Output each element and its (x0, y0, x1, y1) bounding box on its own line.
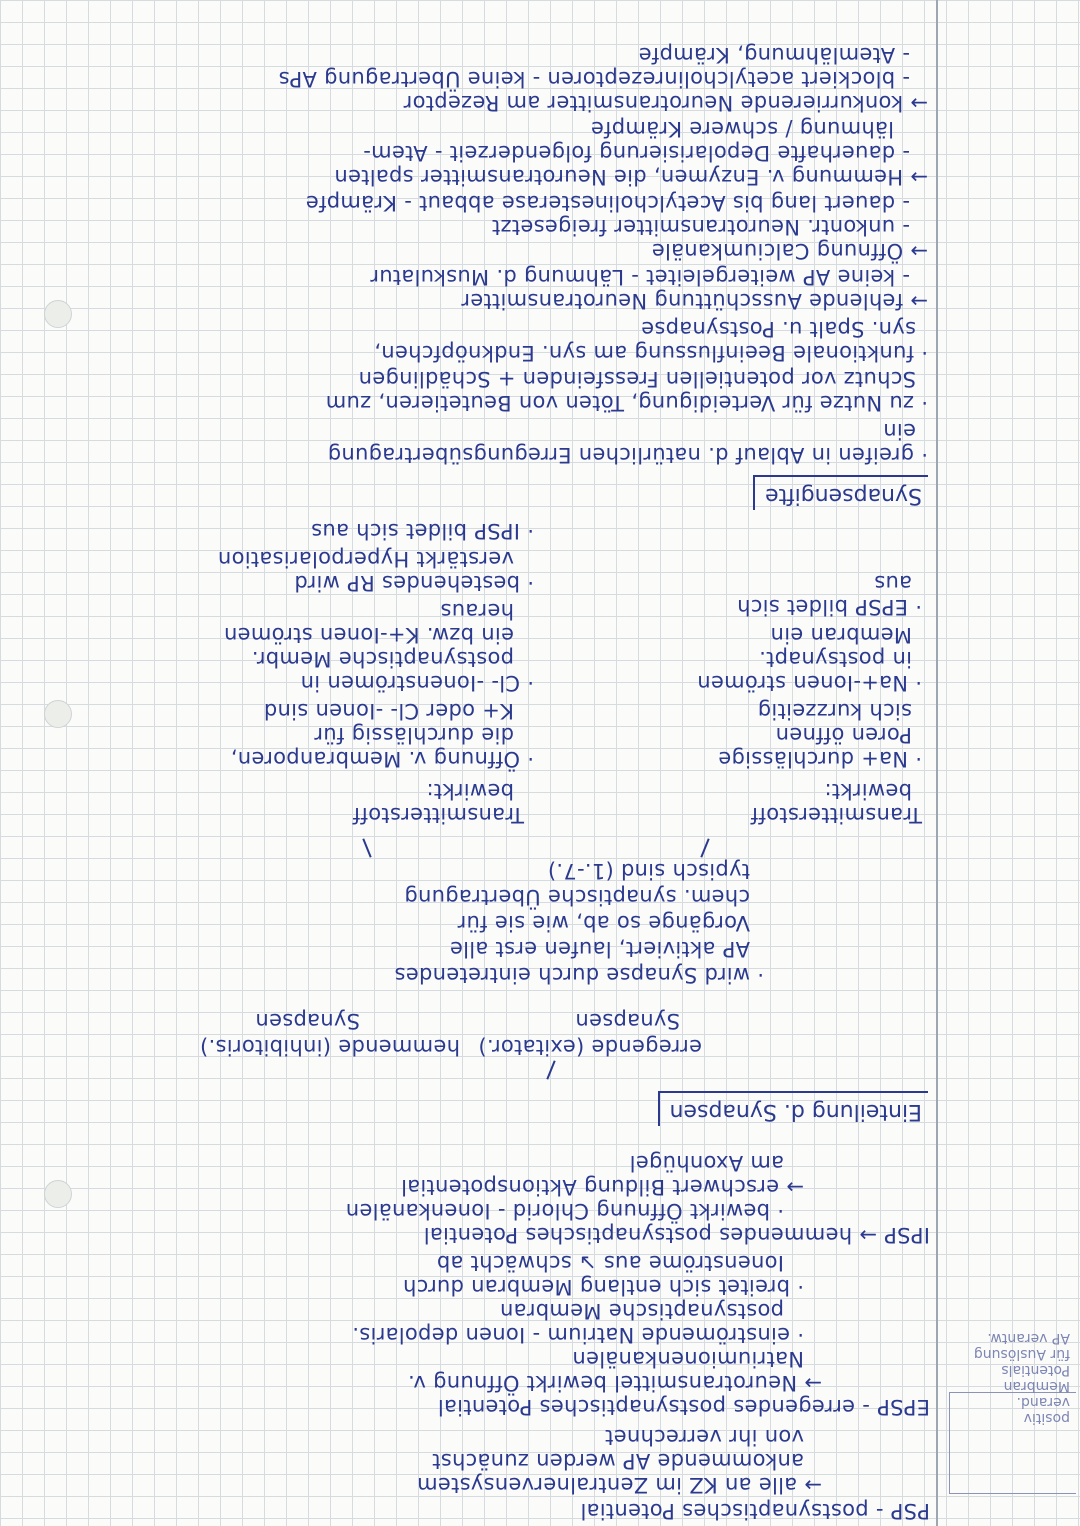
synapsengifte-line: - blockiert acetylcholinrezeptoren - keine Übertragung APs (278, 67, 910, 91)
synapsengifte-line: → Hemmung v. Enzymen, die Neurotransmitter spalten (334, 165, 928, 189)
margin-line (936, 0, 938, 1526)
hemmende-line: die durchlässig für (314, 723, 514, 747)
epsp-line: postsynaptische Membran (499, 1299, 784, 1323)
einteilung-heading: Einteilung d. Synapsen (658, 1091, 928, 1126)
psp-line: von ihr verrechnet (604, 1425, 804, 1449)
erregende-line: sich kurzzeitig (757, 699, 912, 723)
erregende-line: · EPSP bildet sich (736, 595, 922, 619)
synapsengifte-line: → Öffnung Calciumkanäle (651, 239, 928, 263)
synapsengifte-line: - unkontr. Neurotransmitter freigesetzt (491, 215, 910, 239)
hemmende-line: · Öffnung v. Membranporen, (230, 747, 534, 771)
erregende-type: Synapsen (575, 1009, 680, 1033)
hemmende-line: · bestehendes RP wird (294, 571, 534, 595)
hemmende-line: ein bzw. K+-Ionen strömen (223, 623, 514, 647)
hemmende-line: Transmitterstoff (352, 803, 524, 827)
synapsengifte-heading: Synapsengifte (753, 475, 928, 510)
einteilung-intro-line: Vorgänge so ab, wie sie für (457, 911, 750, 935)
hemmende-line: postsynaptische Membr. (251, 647, 514, 671)
synapsengifte-line: → konkurrierende Neurotransmitter am Rezeptor (403, 91, 928, 115)
erregende-line: aus (873, 571, 912, 595)
erregende-line: bewirkt: (824, 779, 912, 803)
hemmende-line: verstärkt Hyperpolarisation (217, 547, 514, 571)
einteilung-intro-line: chem. synaptische Übertragung (404, 885, 750, 909)
synapsengifte-line: lähmung / schwere Krämpfe (590, 117, 894, 141)
arrow-to-erregende (546, 1060, 555, 1079)
einteilung-intro-line: AP aktiviert, laufen erst alle (449, 937, 750, 961)
ipsp-title: IPSP → hemmendes postsynaptisches Potential (423, 1223, 930, 1247)
hemmende-line: · IPSP bildet sich aus (310, 519, 534, 543)
erregende-type: erregende (exitator.) (478, 1035, 702, 1059)
margin-note-line: Potentials (1001, 1362, 1070, 1378)
synapsengifte-line: - Atemlähmung, Krämpfe (638, 43, 910, 67)
synapsengifte-line: - dauert lang bis Acetylcholinesterase abbaut - Krämpfe (305, 191, 910, 215)
margin-note-line: verand. (1016, 1394, 1070, 1410)
margin-note-line: positiv (1023, 1410, 1070, 1426)
erregende-line: Transmitterstoff (750, 803, 922, 827)
einteilung-intro-line: · wird Synapse durch eintretendes (394, 963, 764, 987)
epsp-line: · breitet sich entlang Membran durch (402, 1275, 804, 1299)
margin-note-line: Membran (1003, 1378, 1070, 1394)
synapsengifte-line: → fehlende Ausschüttung Neurotransmitter (461, 289, 928, 313)
epsp-line: → Neurotransmittel bewirkt Öffnung v. (407, 1371, 822, 1395)
erregende-line: Membran ein (770, 623, 912, 647)
einteilung-intro-line: typisch sind (1.-7.) (547, 859, 750, 883)
psp-line: → alle an KZ im Zentralnervensystem (416, 1473, 822, 1497)
ipsp-line: · bewirkt Öffnung Chlorid - Ionenkanälen (345, 1199, 784, 1223)
erregende-line: Poren öffnen (775, 723, 912, 747)
arrow-right-column (362, 838, 371, 857)
synapsengifte-line: syn. Spalt u. Postsynapse (640, 317, 916, 341)
psp-line: ankommende AP werden zunächst (431, 1449, 804, 1473)
synapsengifte-line: Schutz vor potentiellen Fressfeinden + Schädlingen (358, 367, 916, 391)
hemmende-line: · Cl- -Ionenströmen in (300, 671, 534, 695)
hemmende-type: Synapsen (255, 1009, 360, 1033)
hemmende-line: heraus (440, 599, 514, 623)
epsp-title: EPSP - erregendes postsynaptisches Potential (437, 1395, 930, 1419)
synapsengifte-line: · greifen in Ablauf d. natürlichen Erregungsübertragung (327, 443, 928, 467)
hemmende-line: K+ oder Cl- -Ionen sind (263, 699, 514, 723)
ipsp-line: → erschwert Bildung Aktionspotential (400, 1175, 804, 1199)
epsp-line: · einströmende Natrium - Ionen depolaris. (352, 1323, 804, 1347)
epsp-line: Ionenströme aus ↘ schwächt ab (436, 1251, 784, 1275)
erregende-line: · Na+-Ionen strömen (697, 671, 922, 695)
synapsengifte-line: ein (883, 419, 916, 443)
psp-title: PSP - postsynaptisches Potential (580, 1499, 930, 1523)
arrow-left-column (700, 838, 709, 857)
margin-note-line: AP verantw. (987, 1330, 1070, 1346)
margin-note-line: für Auslösung (973, 1346, 1070, 1362)
epsp-line: Natriumionenkanälen (572, 1347, 804, 1371)
hemmende-type: hemmende (inhibitoris.) (199, 1035, 460, 1059)
ipsp-line: am Axonhügel (629, 1151, 784, 1175)
synapsengifte-line: · zu Nutze für Verteidigung, Töten von Beutetieren, zum (325, 391, 928, 415)
erregende-line: · Na+ durchlässige (718, 747, 922, 771)
erregende-line: in postsynapt. (758, 647, 912, 671)
hemmende-line: bewirkt: (426, 779, 514, 803)
synapsengifte-line: · funktionale Beeinflussung am syn. Endknöpfchen, (374, 341, 928, 365)
synapsengifte-line: - keine AP weitergeleitet - Lähmung d. Muskulatur (370, 265, 910, 289)
synapsengifte-line: - dauerhafte Depolarisierung folgenderzeit - Atem- (362, 141, 910, 165)
